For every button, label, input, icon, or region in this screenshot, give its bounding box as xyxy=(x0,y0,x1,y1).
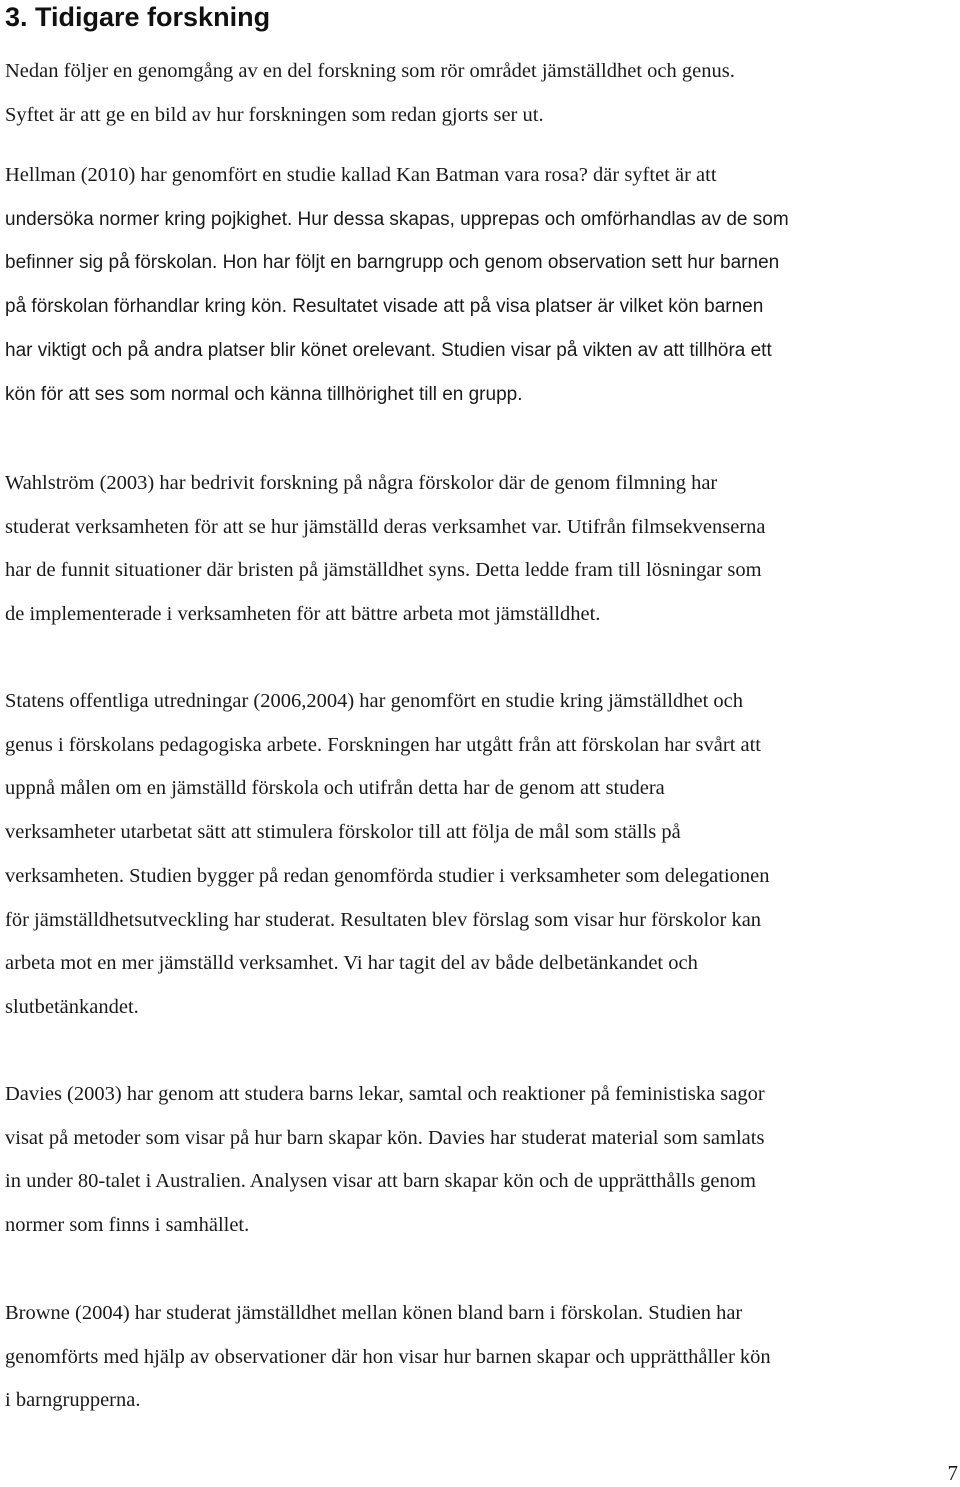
paragraph-wahlstrom xyxy=(5,462,955,637)
text-line: har de funnit situationer där bristen på jämställdhet syns. Detta ledde fram till lösningar som xyxy=(5,559,762,582)
text-line: Hellman (2010) har genomfört en studie kallad Kan Batman vara rosa? där syftet är att xyxy=(5,164,717,186)
text-line: Browne (2004) har studerat jämställdhet mellan könen bland barn i förskolan. Studien har xyxy=(5,1302,743,1324)
paragraph-browne xyxy=(5,1292,955,1423)
paragraph-intro xyxy=(5,50,955,137)
text-line: verksamheter utarbetat sätt att stimulera förskolor till att följa de mål som ställs på xyxy=(5,821,681,844)
text-line: Nedan följer en genomgång av en del forskning som rör området jämställdhet och genus. xyxy=(5,60,735,82)
text-line: befinner sig på förskolan. Hon har följt en barngrupp och genom observation sett hur barnen xyxy=(5,252,780,274)
text-line: arbeta mot en mer jämställd verksamhet. Vi har tagit del av både delbetänkandet och xyxy=(5,952,698,975)
text-line: de implementerade i verksamheten för att bättre arbeta mot jämställdhet. xyxy=(5,603,601,626)
text-line: genomförts med hjälp av observationer där hon visar hur barnen skapar och upprätthåller kön xyxy=(5,1345,771,1368)
text-line: visat på metoder som visar på hur barn skapar kön. Davies har studerat material som samlats xyxy=(5,1126,765,1149)
text-line: undersöka normer kring pojkighet. Hur dessa skapas, upprepas och omförhandlas av de som xyxy=(5,208,789,230)
text-line: Davies (2003) har genom att studera barns lekar, samtal och reaktioner på feministiska sagor xyxy=(5,1083,765,1105)
text-line: kön för att ses som normal och känna tillhörighet till en grupp. xyxy=(5,383,523,405)
paragraph-davies xyxy=(5,1073,955,1248)
text-line: har viktigt och på andra platser blir könet orelevant. Studien visar på vikten av att tillhöra ett xyxy=(5,339,772,361)
text-line: slutbetänkandet. xyxy=(5,995,139,1018)
text-line: Statens offentliga utredningar (2006,2004) har genomfört en studie kring jämställdhet och xyxy=(5,690,744,712)
text-line: uppnå målen om en jämställd förskola och utifrån detta har de genom att studera xyxy=(5,777,665,800)
text-line: in under 80-talet i Australien. Analysen visar att barn skapar kön och de upprätthålls genom xyxy=(5,1170,756,1193)
text-line: för jämställdhetsutveckling har studerat. Resultaten blev förslag som visar hur förskolor kan xyxy=(5,908,762,931)
paragraph-hellman xyxy=(5,154,955,416)
text-line: genus i förskolans pedagogiska arbete. Forskningen har utgått från att förskolan har svårt att xyxy=(5,733,762,756)
text-line: verksamheten. Studien bygger på redan genomförda studier i verksamheter som delegationen xyxy=(5,864,770,887)
text-line: studerat verksamheten för att se hur jämställd deras verksamhet var. Utifrån filmsekvenserna xyxy=(5,515,766,538)
text-line: Wahlström (2003) har bedrivit forskning på några förskolor där de genom filmning har xyxy=(5,472,718,494)
text-line: Syftet är att ge en bild av hur forskningen som redan gjorts ser ut. xyxy=(5,103,544,126)
section-heading: 3. Tidigare forskning xyxy=(5,2,271,32)
text-line: normer som finns i samhället. xyxy=(5,1214,250,1237)
page-number: 7 xyxy=(947,1461,958,1485)
text-line: i barngrupperna. xyxy=(5,1389,141,1412)
text-line: på förskolan förhandlar kring kön. Resultatet visade att på visa platser är vilket kön barnen xyxy=(5,296,764,318)
paragraph-sou xyxy=(5,680,955,1030)
